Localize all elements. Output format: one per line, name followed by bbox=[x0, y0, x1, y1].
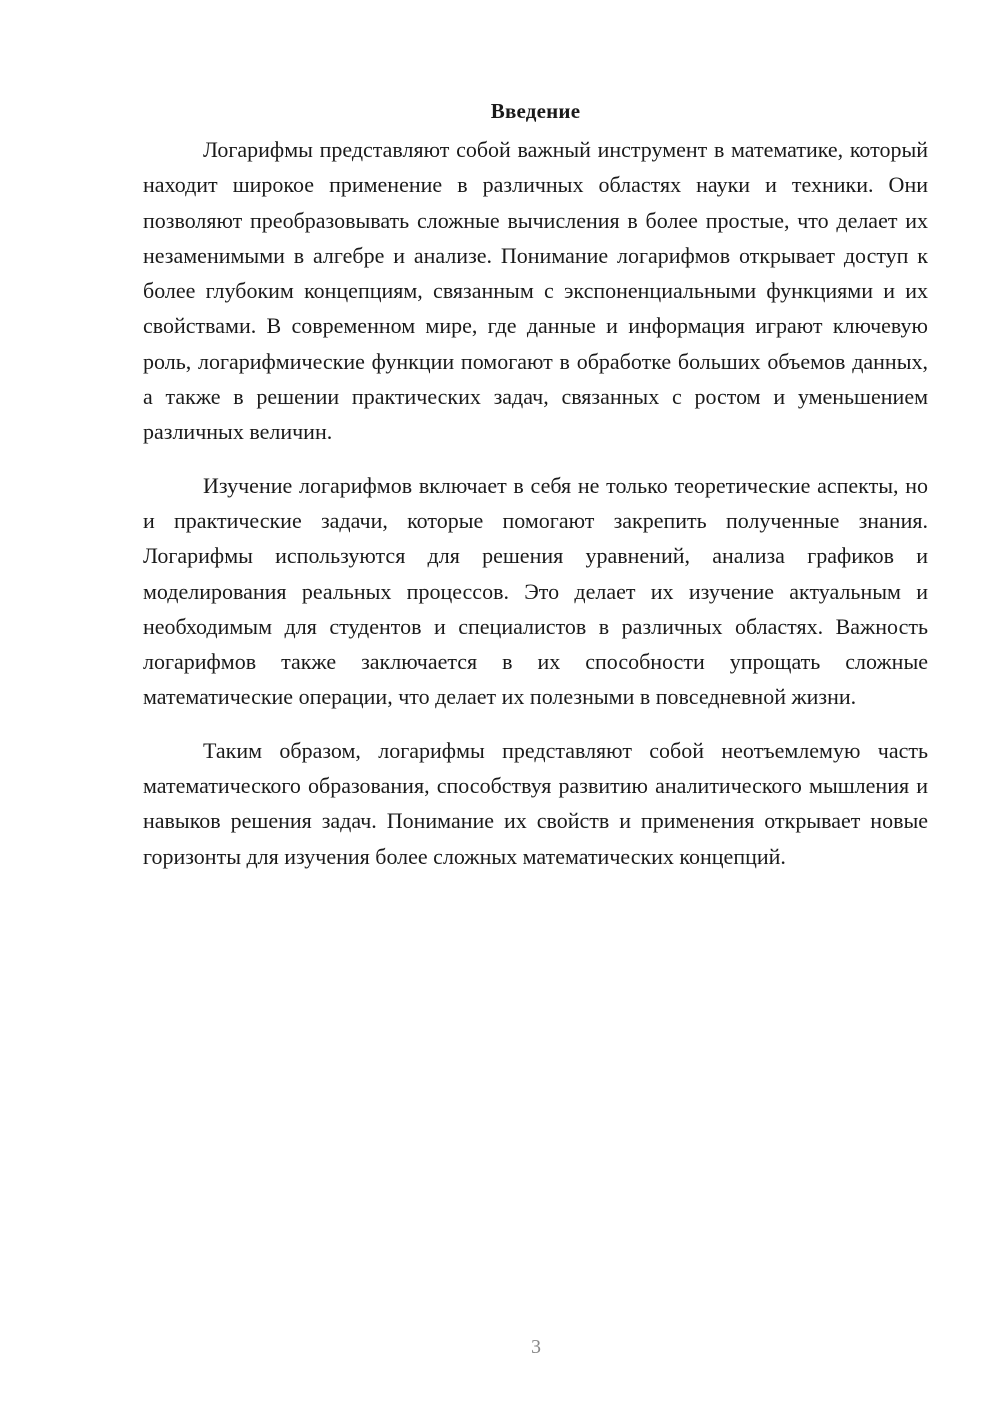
section-heading: Введение bbox=[490, 99, 581, 123]
page-number: 3 bbox=[531, 1336, 541, 1358]
page-content bbox=[143, 96, 928, 892]
paragraph-conclusion: Таким образом, логарифмы представляют собой неотъемлемую часть математического образования, способствуя развитию аналитического мышления и навыков решения задач. Понимание их свойств и применения открывает новые горизонты для изучения более сложных математических концепций. bbox=[143, 737, 928, 869]
paragraph-intro: Логарифмы представляют собой важный инструмент в математике, который находит широкое применение в различных областях науки и техники. Они позволяют преобразовывать сложные вычисления в более простые, что делает их незаменимыми в алгебре и анализе. Понимание логарифмов открывает доступ к более глубоким концепциям, связанным с экспоненциальными функциями и их свойствами. В современном мире, где данные и информация играют ключевую роль, логарифмические функции помогают в обработке больших объемов данных, а также в решении практических задач, связанных с ростом и уменьшением различных величин. bbox=[143, 137, 928, 445]
paragraph-study: Изучение логарифмов включает в себя не только теоретические аспекты, но и практические задачи, которые помогают закрепить полученные знания. Логарифмы используются для решения уравнений, анализа графиков и моделирования реальных процессов. Это делает их изучение актуальным и необходимым для студентов и специалистов в различных областях. Важность логарифмов также заключается в их способности упрощать сложные математические операции, что делает их полезными в повседневной жизни. bbox=[143, 472, 928, 710]
